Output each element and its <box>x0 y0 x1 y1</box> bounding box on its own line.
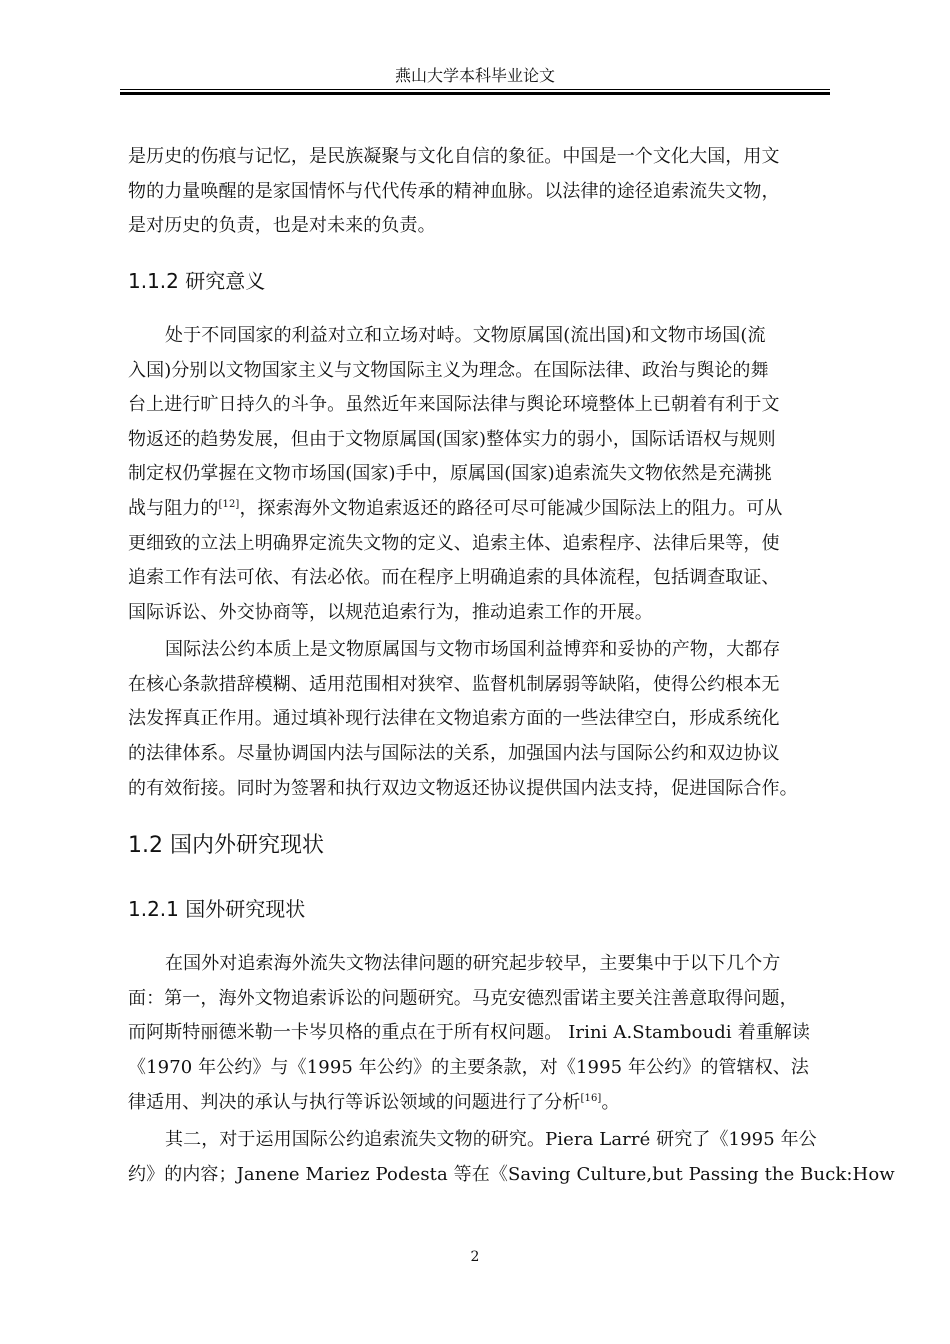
text-line <box>128 497 828 521</box>
text-line: 追索工作有法可依、有法必依。而在程序上明确追索的具体流程，包括调查取证、 <box>128 567 780 588</box>
text-line: 的有效衔接。同时为签署和执行双边文物返还协议提供国内法支持，促进国际合作。 <box>128 778 798 799</box>
text-line: 物的力量唤醒的是家国情怀与代代传承的精神血脉。以法律的途径追索流失文物， <box>128 181 780 202</box>
text-line: 法发挥真正作用。通过填补现行法律在文物追索方面的一些法律空白，形成系统化 <box>128 708 780 729</box>
text-run: ，探索海外文物追索返还的路径可尽可能减少国际法上的阻力。可从 <box>239 498 783 519</box>
text-line: 在核心条款措辞模糊、适用范围相对狭窄、监督机制孱弱等缺陷，使得公约根本无 <box>128 674 780 695</box>
text-run: 律适用、判决的承认与执行等诉讼领域的问题进行了分析 <box>128 1092 581 1113</box>
header-title: 燕山大学本科毕业论文 <box>394 66 555 85</box>
text-line: 是历史的伤痕与记忆，是民族凝聚与文化自信的象征。中国是一个文化大国，用文 <box>128 146 780 167</box>
text-line: 物返还的趋势发展，但由于文物原属国(国家)整体实力的弱小，国际话语权与规则 <box>128 429 776 450</box>
text-line: 其二，对于运用国际公约追索流失文物的研究。Piera Larré 研究了《1995 年公 <box>165 1129 817 1150</box>
citation-ref: [12] <box>218 499 240 510</box>
section-heading-1-2-1: 1.2.1 国外研究现状 <box>128 897 306 921</box>
section-heading-1-2: 1.2 国内外研究现状 <box>128 833 324 858</box>
text-line: 国际法公约本质上是文物原属国与文物市场国利益博弈和妥协的产物，大都存 <box>165 639 781 660</box>
citation-ref: [16] <box>580 1093 602 1104</box>
text-line: 的法律体系。尽量协调国内法与国际法的关系，加强国内法与国际公约和双边协议 <box>128 743 780 764</box>
text-line: 处于不同国家的利益对立和立场对峙。文物原属国(流出国)和文物市场国(流 <box>165 325 766 346</box>
text-run: 。 <box>601 1092 620 1113</box>
page-number: 2 <box>470 1249 480 1265</box>
text-line: 在国外对追索海外流失文物法律问题的研究起步较早，主要集中于以下几个方 <box>165 953 781 974</box>
text-line: 台上进行旷日持久的斗争。虽然近年来国际法律与舆论环境整体上已朝着有利于文 <box>128 394 780 415</box>
text-line: 《1970 年公约》与《1995 年公约》的主要条款，对《1995 年公约》的管辖权、法 <box>128 1057 809 1078</box>
text-line: 国际诉讼、外交协商等，以规范追索行为，推动追索工作的开展。 <box>128 602 653 623</box>
text-line: 是对历史的负责，也是对未来的负责。 <box>128 215 436 236</box>
text-run: 战与阻力的 <box>128 498 219 519</box>
header-rule-thin <box>120 89 830 90</box>
text-line: 入国)分别以文物国家主义与文物国际主义为理念。在国际法律、政治与舆论的舞 <box>128 360 769 381</box>
text-line: 面：第一，海外文物追索诉讼的问题研究。马克安德烈雷诺主要关注善意取得问题， <box>128 988 798 1009</box>
text-line: 制定权仍掌握在文物市场国(国家)手中，原属国(国家)追索流失文物依然是充满挑 <box>128 463 772 484</box>
header-rule-thick <box>120 92 830 95</box>
section-heading-1-1-2: 1.1.2 研究意义 <box>128 269 266 293</box>
text-line: 而阿斯特丽德米勒一卡岑贝格的重点在于所有权问题。 Irini A.Stamboudi 着重解读 <box>128 1022 810 1043</box>
text-line: 约》的内容；Janene Mariez Podesta 等在《Saving Culture,but Passing the Buck:How <box>128 1164 895 1185</box>
text-line <box>128 1091 828 1115</box>
text-line: 更细致的立法上明确界定流失文物的定义、追索主体、追索程序、法律后果等，使 <box>128 533 780 554</box>
